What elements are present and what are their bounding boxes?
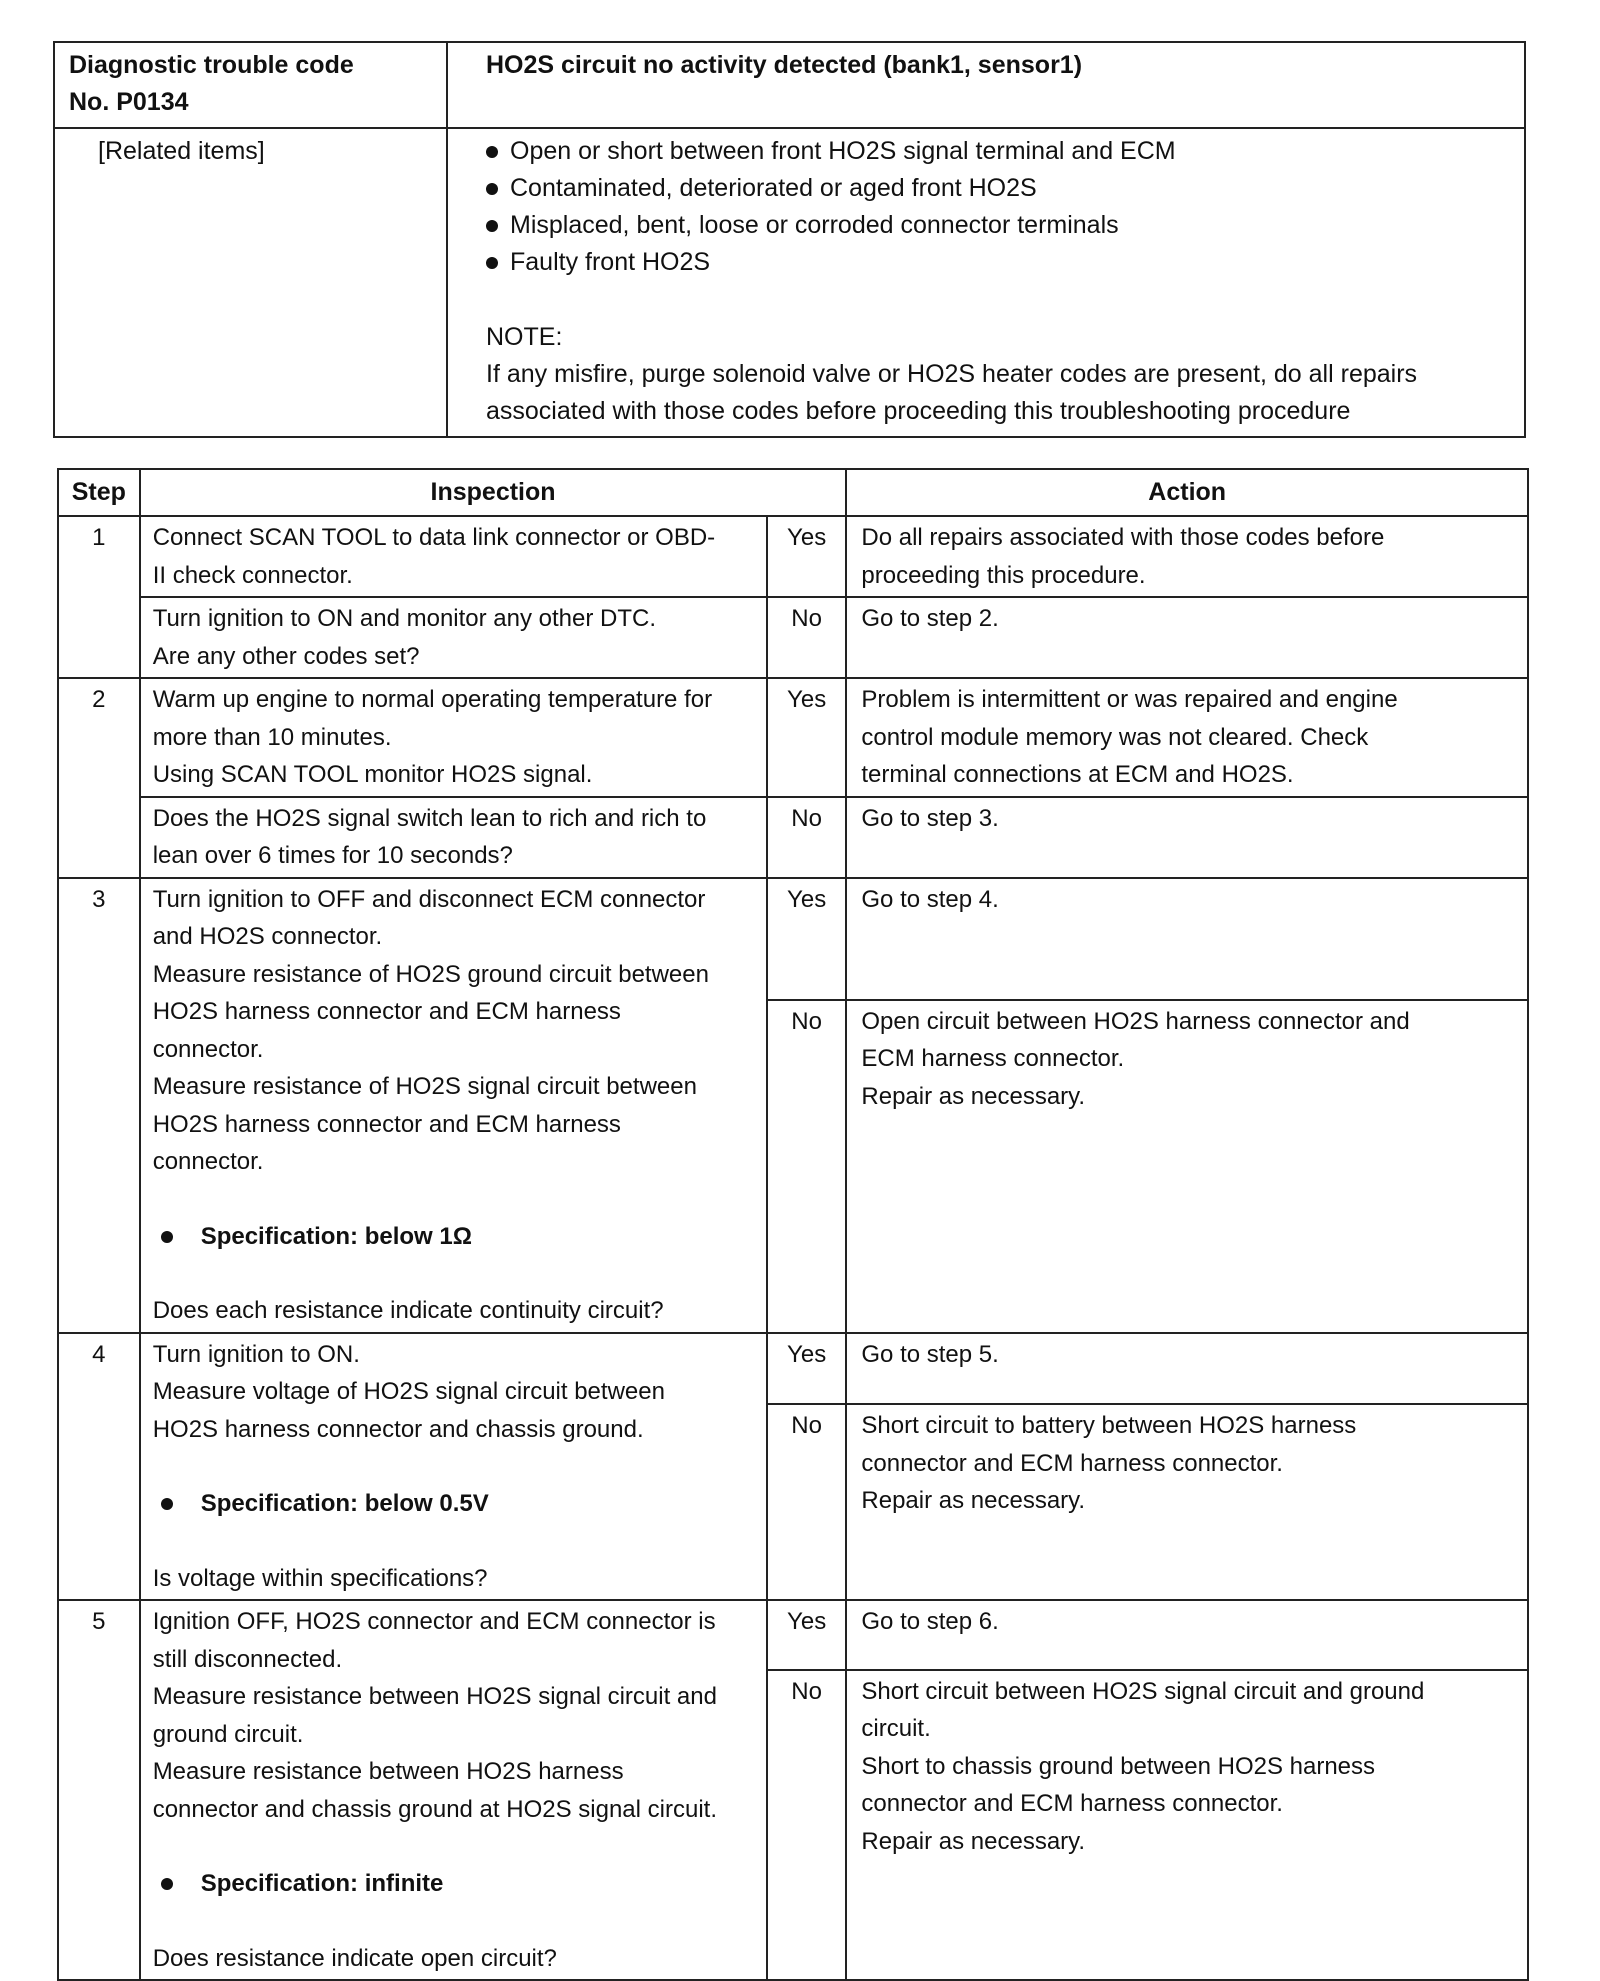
inspection-line: Turn ignition to ON and monitor any other DTC. <box>152 605 657 632</box>
action-line: terminal connections at ECM and HO2S. <box>861 761 1294 788</box>
list-item: Misplaced, bent, loose or corroded connector terminals <box>486 207 1512 244</box>
action-line: Short to chassis ground between HO2S harness <box>861 1752 1376 1780</box>
inspection-cell <box>140 678 767 797</box>
step-number: 1 <box>58 516 140 678</box>
action-line: proceeding this procedure. <box>861 561 1146 589</box>
inspection-cell <box>140 516 767 597</box>
related-items-list <box>468 133 1512 281</box>
table-row <box>58 1333 1528 1405</box>
inspection-line: Ignition OFF, HO2S connector and ECM connector is <box>152 1608 716 1635</box>
action-line: Go to step 6. <box>861 1608 999 1635</box>
note-block <box>468 319 1512 430</box>
action-line: Go to step 5. <box>861 1340 999 1368</box>
inspection-line: HO2S harness connector and chassis ground. <box>152 1415 644 1443</box>
action-line: Short circuit to battery between HO2S harness <box>861 1412 1357 1440</box>
action-line: Go to step 2. <box>861 605 999 632</box>
list-item: Faulty front HO2S <box>486 244 1512 281</box>
no-action-cell <box>846 797 1528 878</box>
list-item: Open or short between front HO2S signal terminal and ECM <box>486 133 1512 170</box>
table-row <box>58 878 1528 1000</box>
inspection-cell <box>140 878 767 1333</box>
inspection-line: II check connector. <box>152 561 353 589</box>
no-action-cell <box>846 1404 1528 1600</box>
col-header-action: Action <box>846 469 1528 516</box>
note-text: associated with those codes before proceeding this troubleshooting procedure <box>486 397 1351 425</box>
inspection-line: connector and chassis ground at HO2S signal circuit. <box>152 1795 717 1823</box>
dtc-title: HO2S circuit no activity detected (bank1, sensor1) <box>447 42 1525 128</box>
action-line: Repair as necessary. <box>861 1082 1086 1110</box>
no-label: No <box>767 1000 847 1333</box>
no-label: No <box>767 797 847 878</box>
action-line: Short circuit between HO2S signal circuit and ground <box>861 1677 1425 1705</box>
inspection-cell <box>140 1600 767 1980</box>
action-line: Repair as necessary. <box>861 1827 1086 1855</box>
inspection-question: Does resistance indicate open circuit? <box>152 1944 557 1972</box>
no-label: No <box>767 597 847 678</box>
inspection-line: more than 10 minutes. <box>152 723 392 751</box>
step-number: 3 <box>58 878 140 1333</box>
table-header-row <box>58 469 1528 516</box>
specification: Specification: below 1Ω <box>153 1218 756 1256</box>
inspection-line: connector. <box>152 1148 264 1175</box>
inspection-cell <box>140 597 767 678</box>
action-line: Go to step 4. <box>861 885 999 913</box>
inspection-cell <box>140 797 767 878</box>
inspection-line: Measure resistance of HO2S signal circuit between <box>152 1073 697 1100</box>
inspection-line: Are any other codes set? <box>152 642 420 670</box>
note-label: NOTE: <box>486 323 563 351</box>
no-action-cell <box>846 1000 1528 1333</box>
inspection-line: and HO2S connector. <box>152 923 383 950</box>
yes-action-cell <box>846 678 1528 797</box>
dtc-code-number: No. P0134 <box>69 88 189 116</box>
inspection-question: Is voltage within specifications? <box>152 1564 488 1592</box>
table-row <box>58 797 1528 878</box>
dtc-code-cell <box>54 42 447 128</box>
yes-label: Yes <box>767 1600 847 1670</box>
yes-label: Yes <box>767 878 847 1000</box>
action-line: circuit. <box>861 1715 931 1743</box>
yes-label: Yes <box>767 1333 847 1405</box>
action-line: ECM harness connector. <box>861 1045 1125 1073</box>
yes-action-cell <box>846 1600 1528 1670</box>
step-number: 2 <box>58 678 140 878</box>
yes-action-cell <box>846 1333 1528 1405</box>
table-row <box>58 678 1528 797</box>
inspection-line: still disconnected. <box>152 1645 343 1673</box>
action-line: Problem is intermittent or was repaired and engine <box>861 686 1398 713</box>
col-header-inspection: Inspection <box>140 469 847 516</box>
related-items-label: [Related items] <box>54 128 447 437</box>
inspection-line: HO2S harness connector and ECM harness <box>152 1110 621 1138</box>
step-number: 5 <box>58 1600 140 1980</box>
no-action-cell <box>846 1670 1528 1980</box>
action-line: connector and ECM harness connector. <box>861 1449 1283 1477</box>
no-label: No <box>767 1670 847 1980</box>
table-row <box>58 516 1528 597</box>
inspection-line: Measure resistance between HO2S signal circuit and <box>152 1683 717 1710</box>
table-row <box>58 1600 1528 1670</box>
inspection-line: Turn ignition to ON. <box>152 1340 360 1368</box>
inspection-line: ground circuit. <box>152 1720 304 1748</box>
action-line: control module memory was not cleared. Check <box>861 723 1369 751</box>
inspection-line: Measure voltage of HO2S signal circuit between <box>152 1378 665 1405</box>
list-item: Contaminated, deteriorated or aged front HO2S <box>486 170 1512 207</box>
inspection-line: Turn ignition to OFF and disconnect ECM connector <box>152 885 706 913</box>
action-line: Repair as necessary. <box>861 1487 1086 1515</box>
inspection-line: Measure resistance of HO2S ground circuit between <box>152 960 709 988</box>
step-number: 4 <box>58 1333 140 1601</box>
note-text: If any misfire, purge solenoid valve or HO2S heater codes are present, do all repairs <box>486 360 1418 388</box>
inspection-line: connector. <box>152 1035 264 1063</box>
inspection-question: Does each resistance indicate continuity circuit? <box>152 1297 664 1324</box>
troubleshooting-steps-table <box>57 468 1529 1981</box>
inspection-line: HO2S harness connector and ECM harness <box>152 998 621 1025</box>
col-header-step: Step <box>58 469 140 516</box>
yes-label: Yes <box>767 678 847 797</box>
action-line: Go to step 3. <box>861 804 999 832</box>
inspection-line: Measure resistance between HO2S harness <box>152 1758 624 1785</box>
yes-action-cell <box>846 516 1528 597</box>
specification: Specification: below 0.5V <box>153 1485 756 1523</box>
inspection-line: Using SCAN TOOL monitor HO2S signal. <box>152 761 593 788</box>
inspection-line: Does the HO2S signal switch lean to rich and rich to <box>152 804 707 832</box>
inspection-line: Warm up engine to normal operating temperature for <box>152 686 713 713</box>
related-items-cell <box>447 128 1525 437</box>
dtc-header-table <box>53 41 1526 438</box>
yes-label: Yes <box>767 516 847 597</box>
action-line: Open circuit between HO2S harness connector and <box>861 1007 1410 1035</box>
no-label: No <box>767 1404 847 1600</box>
action-line: Do all repairs associated with those codes before <box>861 524 1385 551</box>
inspection-line: Connect SCAN TOOL to data link connector or OBD- <box>152 524 716 551</box>
yes-action-cell <box>846 878 1528 1000</box>
dtc-code-label: Diagnostic trouble code <box>69 51 354 79</box>
table-row <box>58 597 1528 678</box>
inspection-cell <box>140 1333 767 1601</box>
specification: Specification: infinite <box>153 1865 756 1903</box>
inspection-line: lean over 6 times for 10 seconds? <box>152 842 513 869</box>
action-line: connector and ECM harness connector. <box>861 1790 1283 1818</box>
no-action-cell <box>846 597 1528 678</box>
